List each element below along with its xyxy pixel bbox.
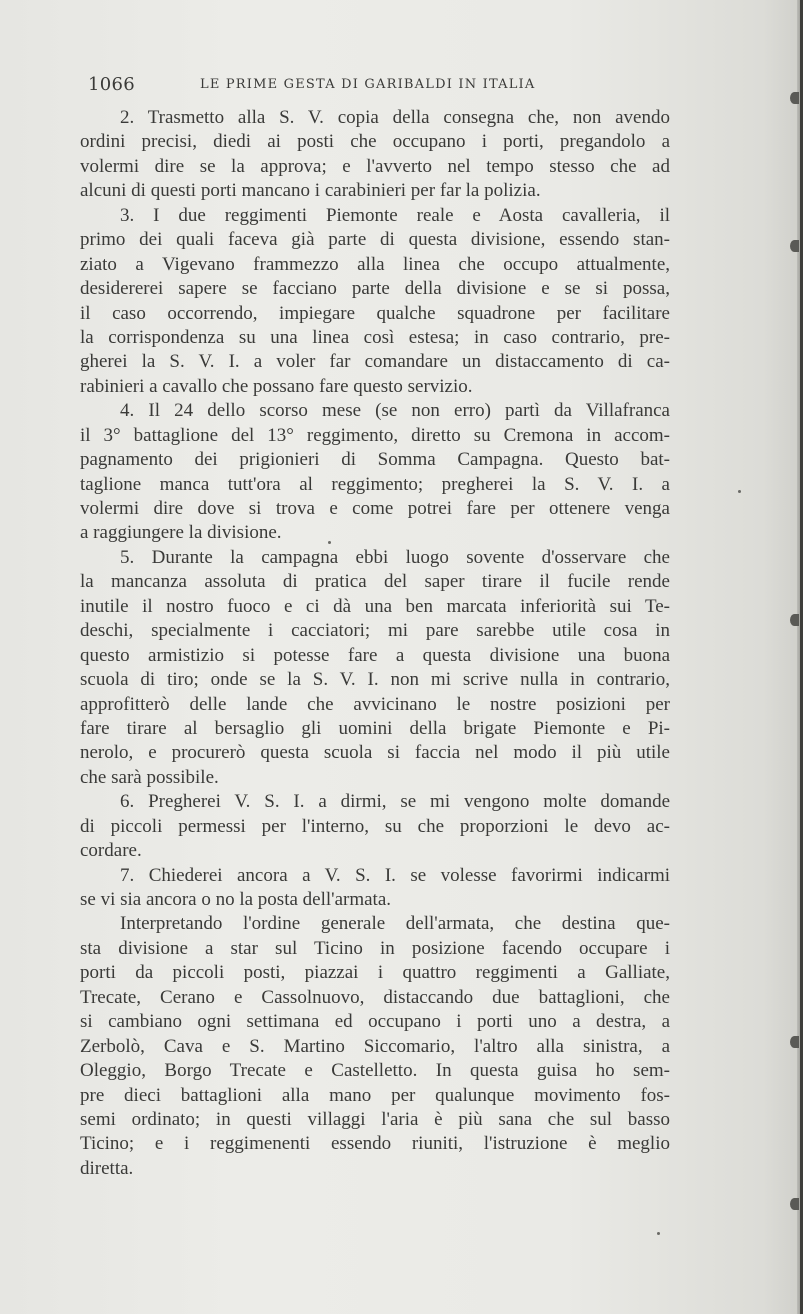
- text-line: 7. Chiederei ancora a V. S. I. se volesse favorirmi indicarmi: [120, 864, 670, 886]
- text-line: Trecate, Cerano e Cassolnuovo, distaccando due battaglioni, che: [80, 986, 670, 1008]
- text-line: inutile il nostro fuoco e ci dà una ben marcata inferiorità sui Te-: [80, 595, 670, 617]
- text-line: taglione manca tutt'ora al reggimento; pregherei la S. V. I. a: [80, 473, 670, 495]
- text-line: Zerbolò, Cava e S. Martino Siccomario, l'altro alla sinistra, a: [80, 1035, 670, 1057]
- text-line: rabinieri a cavallo che possano fare questo servizio.: [80, 375, 473, 397]
- text-line: che sarà possibile.: [80, 766, 219, 788]
- text-line: ordini precisi, diedi ai posti che occupano i porti, pregandolo a: [80, 131, 670, 153]
- text-line: Ticino; e i reggimenenti essendo riuniti, l'istruzione è meglio: [80, 1133, 670, 1155]
- text-line: la corrispondenza su una linea così estesa; in caso contrario, pre-: [80, 326, 670, 348]
- text-line: porti da piccoli posti, piazzai i quattro reggimenti a Galliate,: [80, 962, 670, 984]
- text-line: se vi sia ancora o no la posta dell'armata.: [80, 889, 392, 910]
- text-line: scuola di tiro; onde se la S. V. I. non mi scrive nulla in contrario,: [80, 669, 670, 691]
- text-line: pagnamento dei prigionieri di Somma Campagna. Questo bat-: [80, 449, 670, 471]
- text-line: volermi dire dove si trova e come potrei fare per ottenere venga: [80, 498, 670, 519]
- text-line: semi ordinato; in questi villaggi l'aria è più sana che sul basso: [80, 1108, 670, 1130]
- text-line: deschi, specialmente i cacciatori; mi pare sarebbe utile cosa in: [80, 620, 670, 642]
- print-speck: [738, 490, 741, 493]
- margin-mark: [790, 1198, 799, 1210]
- text-line: 4. Il 24 dello scorso mese (se non erro) partì da Villafranca: [120, 400, 670, 422]
- text-line: sta divisione a star sul Ticino in posizione facendo occupare i: [80, 937, 670, 959]
- text-line: alcuni di questi porti mancano i carabinieri per far la polizia.: [80, 180, 541, 202]
- text-line: 3. I due reggimenti Piemonte reale e Aosta cavalleria, il: [120, 204, 670, 226]
- text-line: cordare.: [80, 840, 142, 862]
- text-line: pre dieci battaglioni alla mano per qualunque movimento fos-: [80, 1084, 670, 1106]
- text-line: volermi dire se la approva; e l'avverto nel tempo stesso che ad: [80, 155, 670, 177]
- text-line: 5. Durante la campagna ebbi luogo sovente d'osservare che: [120, 546, 670, 568]
- text-line: 6. Pregherei V. S. I. a dirmi, se mi vengono molte domande: [120, 791, 670, 813]
- text-line: Oleggio, Borgo Trecate e Castelletto. In questa guisa ho sem-: [80, 1060, 670, 1082]
- text-line: desidererei sapere se facciano parte della divisione e se si possa,: [80, 278, 670, 300]
- text-line: di piccoli permessi per l'interno, su che proporzioni le devo ac-: [80, 815, 670, 837]
- text-line: ziato a Vigevano frammezzo alla linea che occupo attualmente,: [80, 253, 670, 275]
- body-text: [80, 106, 670, 1181]
- print-speck: [657, 1232, 660, 1235]
- text-line: diretta.: [80, 1157, 134, 1179]
- page-number: 1066: [88, 74, 136, 95]
- page-header: [88, 74, 728, 100]
- text-line: gherei la S. V. I. a voler far comandare un distaccamento di ca-: [80, 351, 670, 373]
- running-title: LE PRIME GESTA DI GARIBALDI IN ITALIA: [200, 77, 536, 92]
- text-line: il caso occorrendo, impiegare qualche squadrone per facilitare: [80, 302, 670, 324]
- margin-mark: [790, 240, 799, 252]
- text-line: si cambiano ogni settimana ed occupano i porti uno a destra, a: [80, 1011, 670, 1033]
- text-line: fare tirare al bersaglio gli uomini della brigate Piemonte e Pi-: [80, 717, 670, 739]
- text-line: 2. Trasmetto alla S. V. copia della consegna che, non avendo: [120, 107, 670, 128]
- margin-mark: [790, 92, 799, 104]
- text-line: approfitterò delle lande che avvicinano le nostre posizioni per: [80, 693, 670, 715]
- print-speck: [328, 541, 331, 544]
- margin-mark: [790, 1036, 799, 1048]
- text-line: primo dei quali faceva già parte di questa divisione, essendo stan-: [80, 229, 670, 251]
- text-line: a raggiungere la divisione.: [80, 522, 282, 544]
- text-line: questo armistizio si potesse fare a questa divisione una buona: [80, 644, 670, 666]
- text-line: il 3° battaglione del 13° reggimento, diretto su Cremona in accom-: [80, 424, 670, 446]
- text-line: nerolo, e procurerò questa scuola si faccia nel modo il più utile: [80, 742, 670, 764]
- text-line: la mancanza assoluta di pratica del saper tirare il fucile rende: [80, 571, 670, 593]
- text-line: Interpretando l'ordine generale dell'armata, che destina que-: [120, 913, 670, 935]
- margin-mark: [790, 614, 799, 626]
